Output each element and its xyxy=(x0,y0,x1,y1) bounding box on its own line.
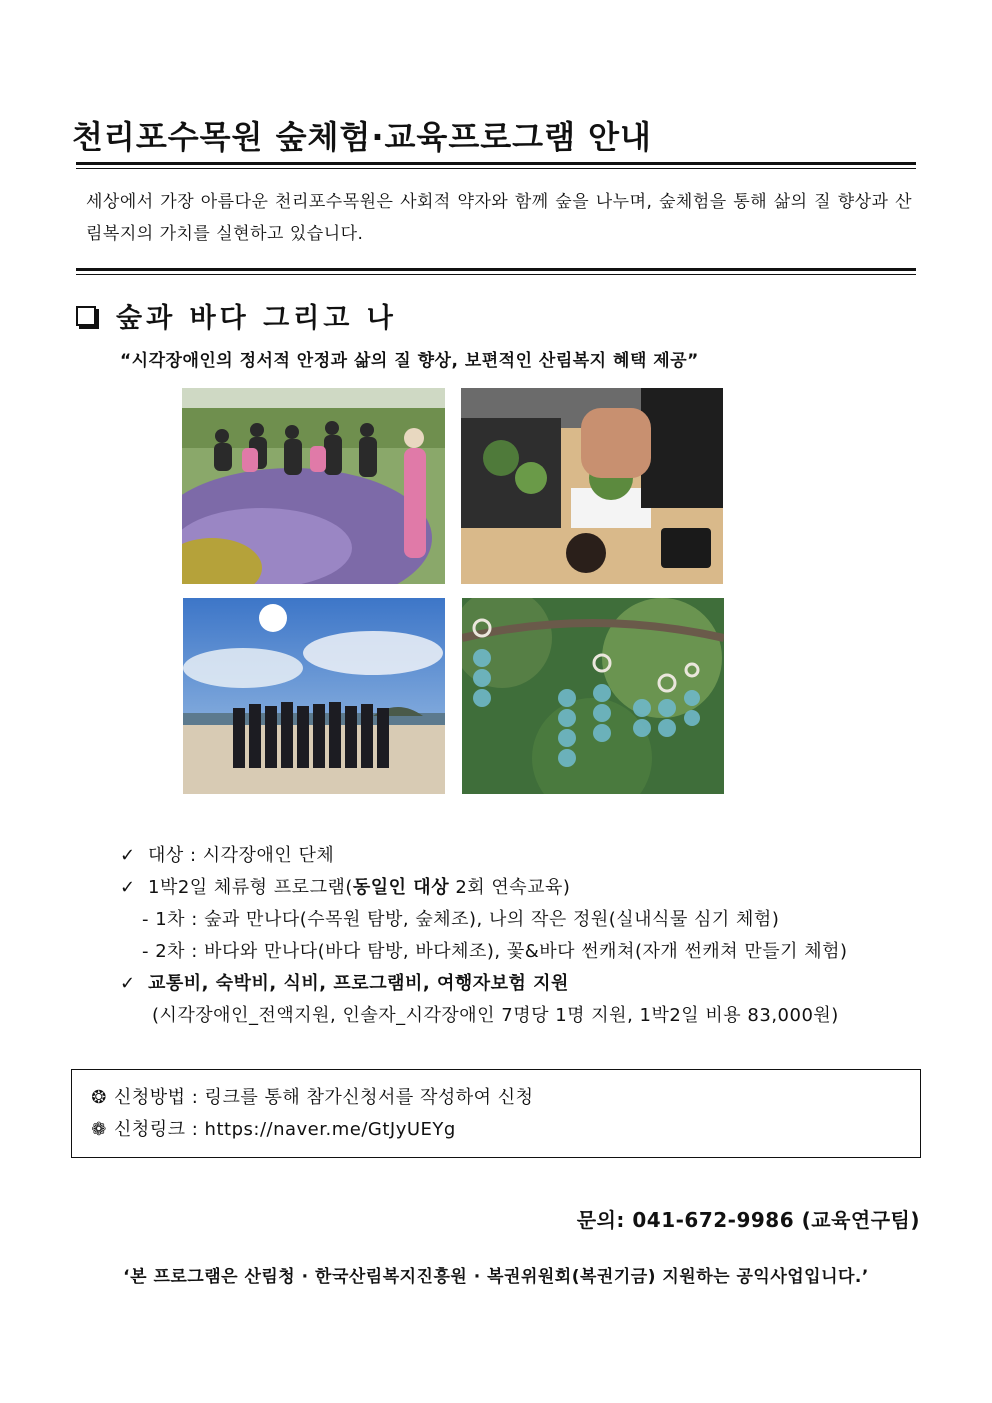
checkbox-square-icon xyxy=(76,306,96,326)
day1-row: - 1차 : 숲과 만나다(수목원 탐방, 숲체조), 나의 작은 정원(실내식물 심기 체험) xyxy=(142,909,780,930)
lavender-garden-photo xyxy=(182,388,445,584)
program-row xyxy=(120,872,848,904)
section-heading-text: 숲과 바다 그리고 나 xyxy=(116,303,397,334)
apply-method-text: 신청방법 : 링크를 통해 참가신청서를 작성하여 신청 xyxy=(114,1087,534,1108)
program-bold: 동일인 대상 xyxy=(352,877,450,898)
program-prefix: 1박2일 체류형 프로그램( xyxy=(148,877,353,898)
check-icon: ✓ xyxy=(120,845,136,866)
program-suffix: 2회 연속교육) xyxy=(449,877,571,898)
footer-note: ‘본 프로그램은 산림청 · 한국산림복지진흥원 · 복권위원회(복권기금) 지원하는 공익사업입니다.’ xyxy=(123,1267,869,1287)
check-icon: ✓ xyxy=(120,973,136,994)
section-heading xyxy=(76,296,397,335)
beach-group-photo xyxy=(183,598,445,794)
application-box xyxy=(71,1069,921,1158)
support-text: 교통비, 숙박비, 식비, 프로그램비, 여행자보험 지원 xyxy=(148,973,569,994)
check-icon: ✓ xyxy=(120,877,136,898)
sun-catcher-craft-photo xyxy=(462,598,724,794)
support-note: (시각장애인_전액지원, 인솔자_시각장애인 7명당 1명 지원, 1박2일 비용 83,000원) xyxy=(152,1005,839,1026)
intro-text: 세상에서 가장 아름다운 천리포수목원은 사회적 약자와 함께 숲을 나누며, 숲체험을 통해 삶의 질 향상과 산림복지의 가치를 실현하고 있습니다. xyxy=(86,192,912,244)
title-divider xyxy=(76,162,916,169)
planting-activity-photo xyxy=(461,388,723,584)
section-quote: “시각장애인의 정서적 안정과 삶의 질 향상, 보편적인 산림복지 혜택 제공” xyxy=(120,351,699,371)
target-row xyxy=(120,840,848,872)
intro-divider xyxy=(76,268,916,275)
day2-row: - 2차 : 바다와 만나다(바다 탐방, 바다체조), 꽃&바다 썬캐쳐(자개 썬캐쳐 만들기 체험) xyxy=(142,941,848,962)
flower-outline-icon: ❂ xyxy=(91,1087,107,1108)
support-row xyxy=(120,968,848,1000)
apply-link-row[interactable] xyxy=(88,1114,904,1146)
contact-info: 문의: 041-672-9986 (교육연구팀) xyxy=(576,1208,920,1232)
apply-link-text[interactable]: 신청링크 : https://naver.me/GtJyUEYg xyxy=(114,1119,456,1140)
flower-filled-icon: ❁ xyxy=(91,1119,107,1140)
page-title: 천리포수목원 숲체험·교육프로그램 안내 xyxy=(72,118,652,156)
program-details xyxy=(120,840,848,1032)
apply-method-row xyxy=(88,1082,904,1114)
target-text: 대상 : 시각장애인 단체 xyxy=(148,845,335,866)
